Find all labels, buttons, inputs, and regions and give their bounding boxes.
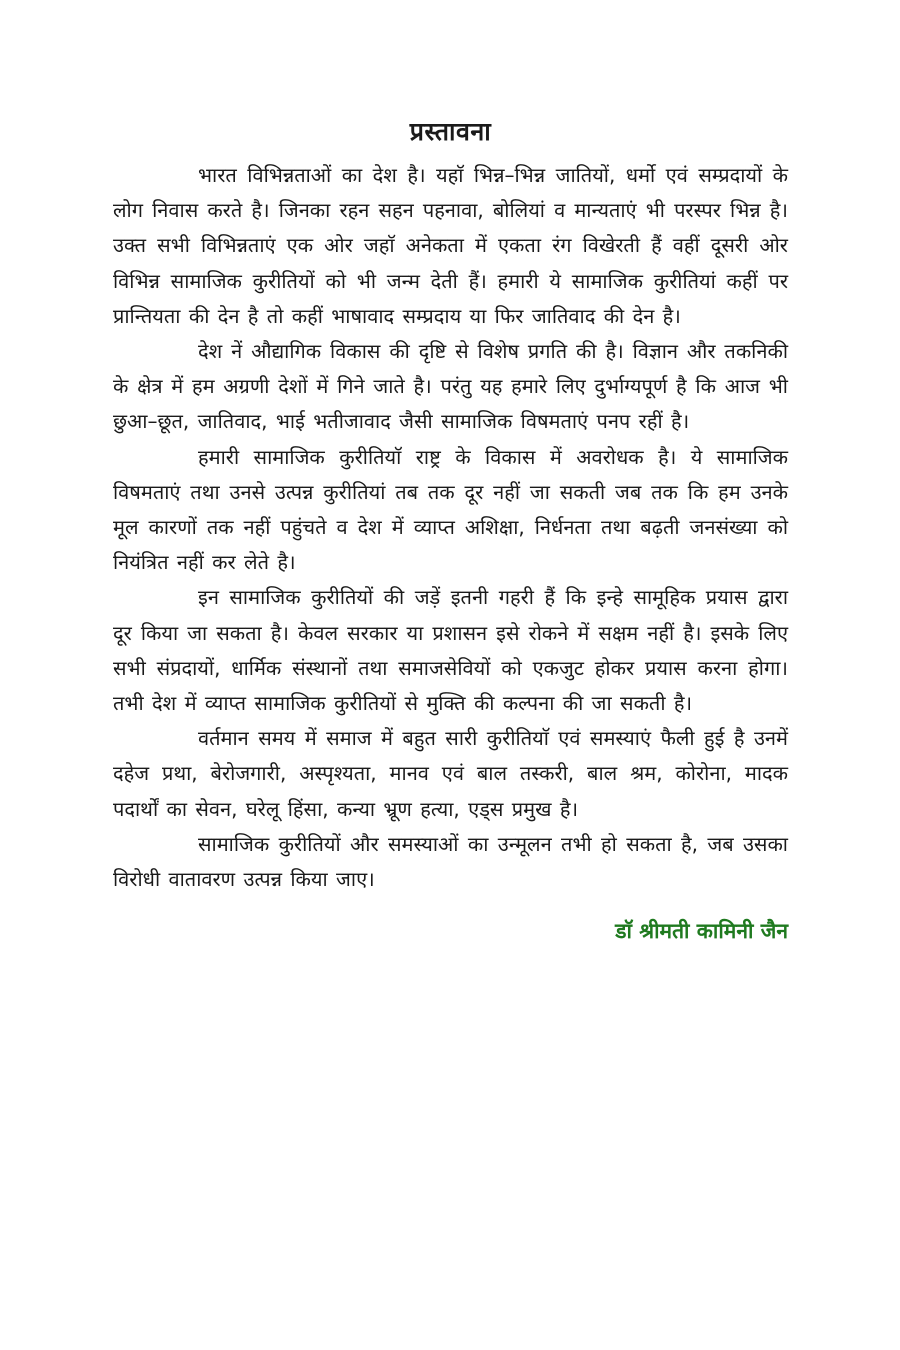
author-signature: डाॅ श्रीमती कामिनी जैन — [615, 919, 788, 944]
paragraph-4: इन सामाजिक कुरीतियों की जड़ें इतनी गहरी हैं कि इन्हे सामूहिक प्रयास द्वारा दूर किया जा सकता है। केवल सरकार या प्रशासन इसे रोकने में सक्षम नहीं है। इसके लिए सभी संप्रदायों, धार्मिक संस्थानों तथा समाजसेवियों को एकजुट होकर प्रयास करना होगा। तभी देश में व्याप्त सामाजिक कुरीतियों से मुक्ति की कल्पना की जा सकती है। — [113, 585, 788, 716]
paragraph-6: सामाजिक कुरीतियों और समस्याओं का उन्मूलन तभी हो सकता है, जब उसका विरोधी वातावरण उत्पन्न किया जाए। — [113, 831, 788, 892]
paragraph-2: देश नें औद्यागिक विकास की दृष्टि से विशेष प्रगति की है। विज्ञान और तकनिकी के क्षेत्र में हम अग्रणी देशों में गिने जाते है। परंतु यह हमारे लिए दुर्भाग्यपूर्ण है कि आज भी छुआ–छूत, जातिवाद, भाई भतीजावाद जैसी सामाजिक विषमताएं पनप रहीं है। — [113, 339, 788, 434]
document-page — [113, 112, 788, 951]
document-title: प्रस्तावना — [409, 117, 492, 146]
paragraph-1: भारत विभिन्नताओं का देश है। यहाॅ भिन्न–भिन्न जातियों, धर्मो एवं सम्प्रदायों के लोग निवास करते है। जिनका रहन सहन पहनावा, बोलियां व मान्यताएं भी परस्पर भिन्न है। उक्त सभी विभिन्नताएं एक ओर जहाॅ अनेकता में एकता रंग विखेरती हैं वहीं दूसरी ओर विभिन्न सामाजिक कुरीतियों को भी जन्म देती हैं। हमारी ये सामाजिक कुरीतियां कहीं पर प्रान्तियता की देन है तो कहीं भाषावाद सम्प्रदाय या फिर जातिवाद की देन है। — [113, 163, 788, 328]
paragraph-3: हमारी सामाजिक कुरीतियाॅ राष्ट्र के विकास में अवरोधक है। ये सामाजिक विषमताएं तथा उनसे उत्पन्न कुरीतियां तब तक दूर नहीं जा सकती जब तक कि हम उनके मूल कारणों तक नहीं पहुंचते व देश में व्याप्त अशिक्षा, निर्धनता तथा बढ़ती जनसंख्या को नियंत्रित नहीं कर लेते है। — [113, 444, 788, 575]
paragraph-5: वर्तमान समय में समाज में बहुत सारी कुरीतियाॅ एवं समस्याएं फैली हुई है उनमें दहेज प्रथा, बेरोजगारी, अस्पृश्यता, मानव एवं बाल तस्करी, बाल श्रम, कोरोना, मादक पदार्थों का सेवन, घरेलू हिंसा, कन्या भ्रूण हत्या, एड्स प्रमुख है। — [113, 726, 788, 821]
